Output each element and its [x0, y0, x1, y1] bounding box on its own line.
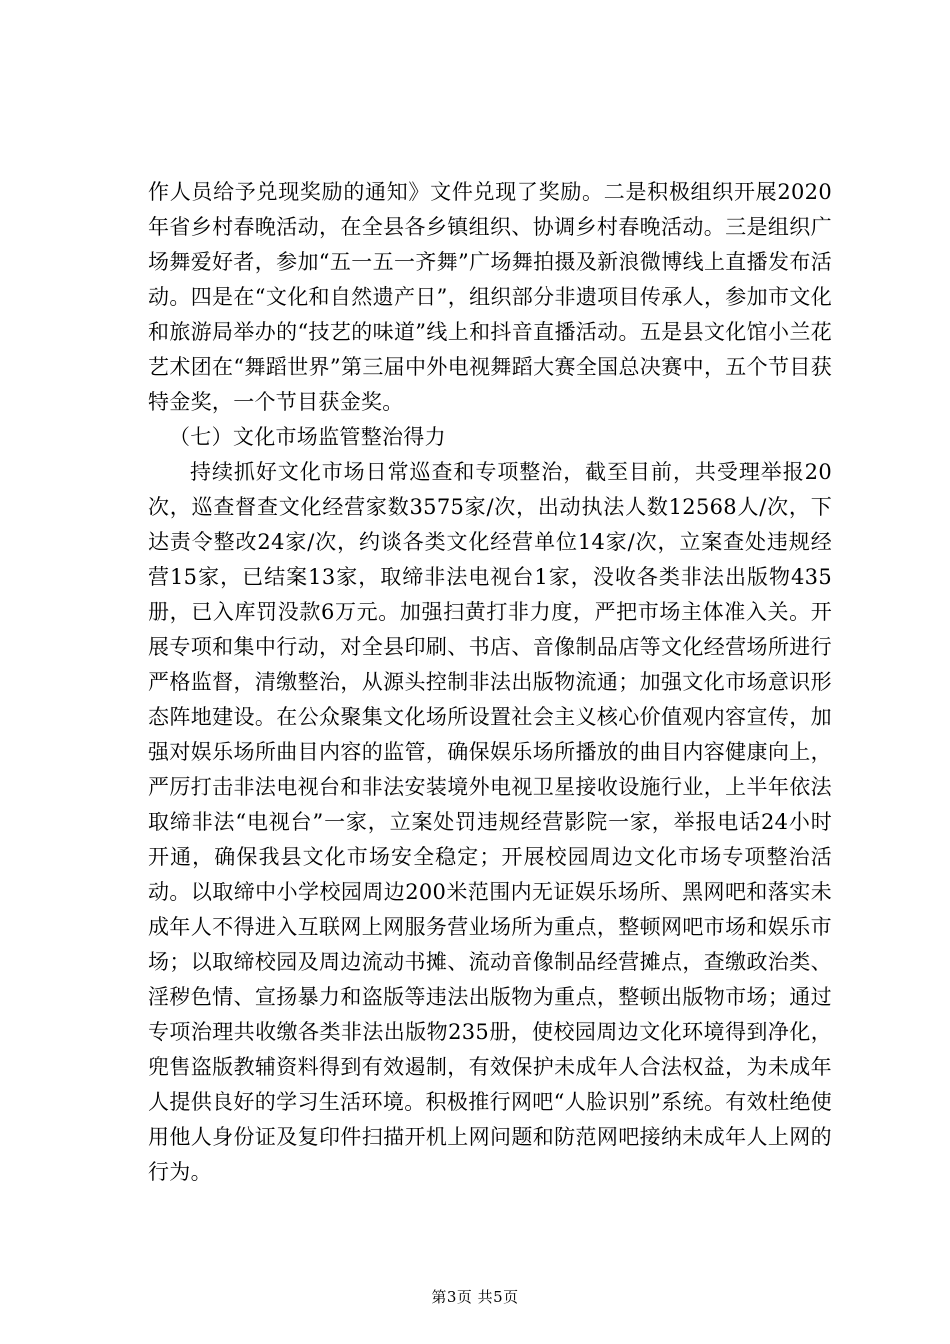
continuation-paragraph: 作人员给予兑现奖励的通知》文件兑现了奖励。二是积极组织开展2020年省乡村春晚活动，在全县各乡镇组织、协调乡村春晚活动。三是组织广场舞爱好者，参加“五一五一齐舞”广场舞拍摄及新浪微博线上直播发布活动。四是在“文化和自然遗产日”，组织部分非遗项目传承人，参加市文化和旅游局举办的“技艺的味道”线上和抖音直播活动。五是县文化馆小兰花艺术团在“舞蹈世界”第三届中外电视舞蹈大赛全国总决赛中，五个节目获特金奖，一个节目获金奖。	[148, 180, 832, 414]
page-number-footer: 第3页 共5页	[431, 1288, 519, 1306]
section-heading: （七）文化市场监管整治得力	[169, 425, 446, 449]
section-body-paragraph: 持续抓好文化市场日常巡查和专项整治，截至目前，共受理举报20次，巡查督查文化经营家数3575家/次，出动执法人数12568人/次，下达责令整改24家/次，约谈各类文化经营单位14家/次，立案查处违规经营15家，已结案13家，取缔非法电视台1家，没收各类非法出版物435册，已入库罚没款6万元。加强扫黄打非力度，严把市场主体准入关。开展专项和集中行动，对全县印刷、书店、音像制品店等文化经营场所进行严格监督，清缴整治，从源头控制非法出版物流通；加强文化市场意识形态阵地建设。在公众聚集文化场所设置社会主义核心价值观内容宣传，加强对娱乐场所曲目内容的监管，确保娱乐场所播放的曲目内容健康向上，严厉打击非法电视台和非法安装境外电视卫星接收设施行业，上半年依法取缔非法“电视台”一家，立案处罚违规经营影院一家，举报电话24小时开通，确保我县文化市场安全稳定；开展校园周边文化市场专项整治活动。以取缔中小学校园周边200米范围内无证娱乐场所、黑网吧和落实未成年人不得进入互联网上网服务营业场所为重点，整顿网吧市场和娱乐市场；以取缔校园及周边流动书摊、流动音像制品经营摊点，查缴政治类、淫秽色情、宣扬暴力和盗版等违法出版物为重点，整顿出版物市场；通过专项治理共收缴各类非法出版物235册，使校园周边文化环境得到净化，兜售盗版教辅资料得到有效遏制，有效保护未成年人合法权益，为未成年人提供良好的学习生活环境。积极推行网吧“人脸识别”系统。有效杜绝使用他人身份证及复印件扫描开机上网问题和防范网吧接纳未成年人上网的行为。	[148, 460, 832, 1184]
document-body	[148, 175, 832, 1190]
